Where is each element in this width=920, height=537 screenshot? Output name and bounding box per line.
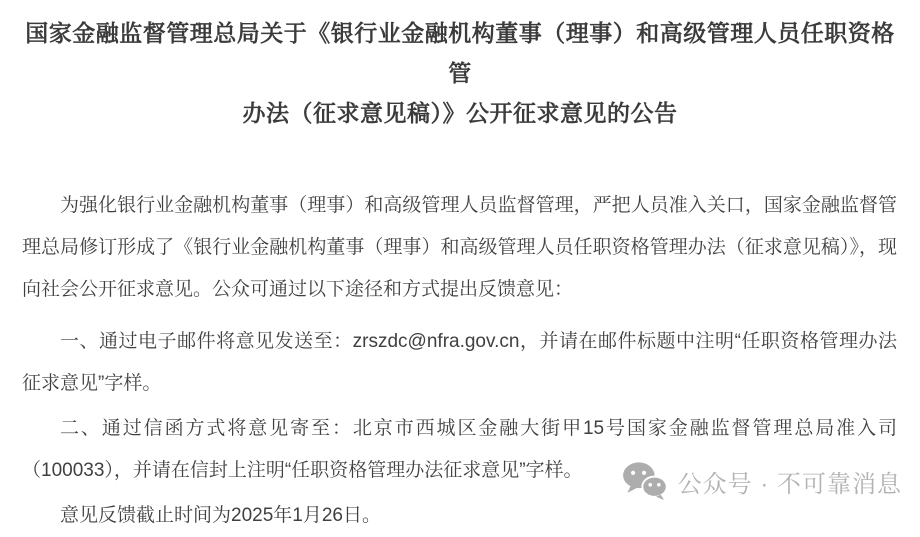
- body-paragraph-deadline: 意见反馈截止时间为2025年1月26日。: [60, 505, 381, 526]
- page-title-line1: 国家金融监督管理总局关于《银行业金融机构董事（理事）和高级管理人员任职资格管: [25, 20, 895, 86]
- page-title-line2: 办法（征求意见稿）》公开征求意见的公告: [242, 100, 678, 126]
- page-title: [24, 13, 896, 133]
- announcement-page: [0, 13, 920, 526]
- wechat-icon: [622, 461, 668, 501]
- watermark: [622, 461, 902, 501]
- body-paragraph-email: 一、通过电子邮件将意见发送至：zrszdc@nfra.gov.cn，并请在邮件标题中注明“任职资格管理办法征求意见”字样。: [22, 331, 897, 394]
- watermark-label: 公众号 · 不可靠消息: [677, 470, 902, 498]
- body-paragraph-intro: 为强化银行业金融机构董事（理事）和高级管理人员监督管理，严把人员准入关口，国家金融监督管理总局修订形成了《银行业金融机构董事（理事）和高级管理人员任职资格管理办法（征求意见稿）》，现向社会公开征求意见。公众可通过以下途径和方式提出反馈意见：: [22, 195, 897, 300]
- body-paragraph-mail: 二、通过信函方式将意见寄至：北京市西城区金融大街甲15号国家金融监督管理总局准入司（100033），并请在信封上注明“任职资格管理办法征求意见”字样。: [22, 418, 897, 481]
